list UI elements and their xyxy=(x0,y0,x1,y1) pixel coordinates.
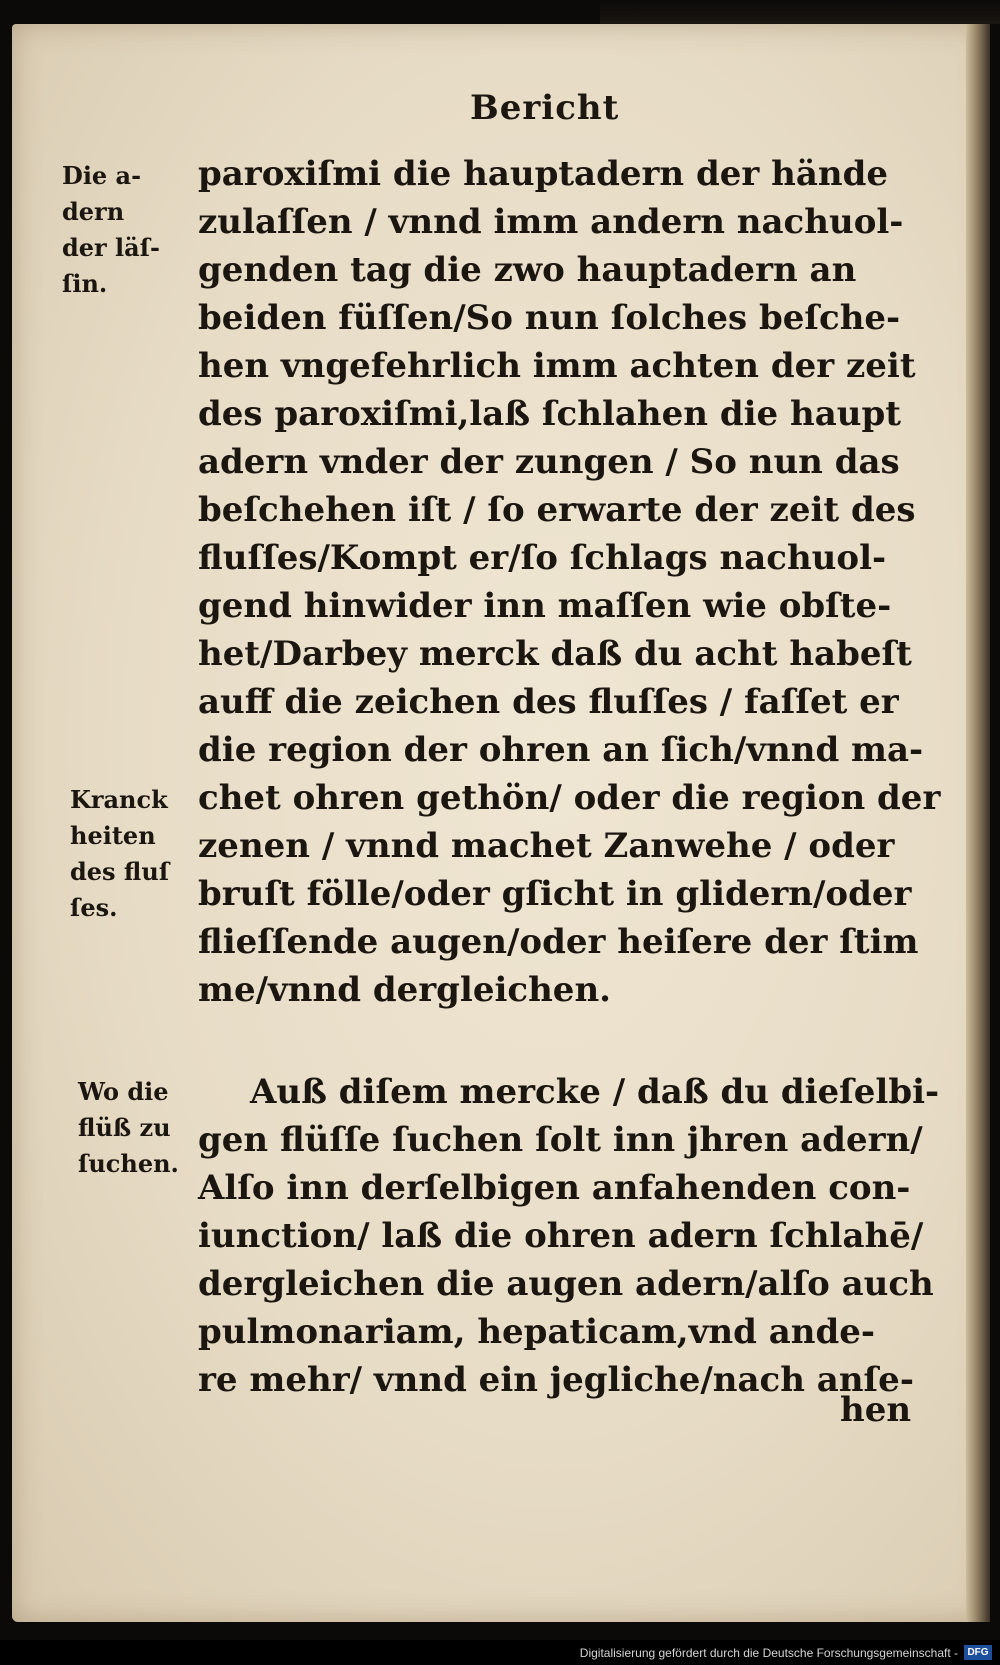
margin-note-line: Kranck xyxy=(70,785,168,814)
margin-note-line: ſes. xyxy=(70,893,118,922)
margin-note-line: Wo die xyxy=(78,1077,169,1106)
text-line: pulmonariam, hepaticam,vnd ande- xyxy=(198,1312,875,1352)
margin-note-line: Die a- xyxy=(62,161,142,190)
digitization-credit: Digitalisierung gefördert durch die Deutsche Forschungsgemeinschaft - xyxy=(579,1646,958,1660)
text-line: Alſo inn derſelbigen anfahenden con- xyxy=(198,1168,911,1208)
margin-note-3 xyxy=(78,1074,179,1182)
text-line: paroxiſmi die hauptadern der hände xyxy=(198,154,888,194)
margin-note-line: der läſ- xyxy=(62,233,161,262)
margin-note-2 xyxy=(70,782,169,926)
margin-note-line: ſin. xyxy=(62,269,108,298)
text-line: iunction/ laß die ohren adern ſchlahē/ xyxy=(198,1216,924,1256)
text-line: zulaſſen / vnnd imm andern nachuol- xyxy=(198,202,904,242)
text-line: bruſt fölle/oder gſicht in glidern/oder xyxy=(198,874,912,914)
margin-note-line: flüß zu xyxy=(78,1113,171,1142)
text-line: Auß diſem mercke / daß du dieſelbi- xyxy=(250,1072,940,1112)
paragraph-gap xyxy=(198,1014,918,1068)
text-line: chet ohren gethön/ oder die region der xyxy=(198,778,941,818)
text-line: re mehr/ vnnd ein jegliche/nach anſe- xyxy=(198,1360,914,1400)
margin-note-line: dern xyxy=(62,197,125,226)
text-line: het/Darbey merck daß du acht habeſt xyxy=(198,634,912,674)
text-line: die region der ohren an ſich/vnnd ma- xyxy=(198,730,924,770)
text-line: gend hinwider inn maſſen wie obſte- xyxy=(198,586,892,626)
margin-note-line: ſuchen. xyxy=(78,1149,179,1178)
text-line: auff die zeichen des fluſſes / faſſet er xyxy=(198,682,899,722)
text-line: flieſſende augen/oder heiſere der ſtim xyxy=(198,922,919,962)
text-line: adern vnder der zungen / So nun das xyxy=(198,442,900,482)
text-line: fluſſes/Kompt er/ſo ſchlags nachuol- xyxy=(198,538,887,578)
text-line: zenen / vnnd machet Zanwehe / oder xyxy=(198,826,895,866)
text-line: beiden füſſen/So nun ſolches beſche- xyxy=(198,298,901,338)
dfg-logo-icon: DFG xyxy=(964,1645,992,1660)
text-line: gen flüſſe ſuchen ſolt inn jhren adern/ xyxy=(198,1120,923,1160)
text-line: dergleichen die augen adern/alſo auch xyxy=(198,1264,934,1304)
text-line: hen vngefehrlich imm achten der zeit xyxy=(198,346,916,386)
scan-background-top xyxy=(600,0,1000,24)
main-text xyxy=(198,150,941,1404)
margin-note-1 xyxy=(62,158,160,302)
catchword: hen xyxy=(840,1390,912,1430)
text-line: me/vnnd dergleichen. xyxy=(198,970,611,1010)
margin-note-line: heiten xyxy=(70,821,156,850)
text-line: des paroxiſmi,laß ſchlahen die haupt xyxy=(198,394,901,434)
running-head: Bericht xyxy=(470,88,620,128)
text-line: genden tag die zwo hauptadern an xyxy=(198,250,857,290)
margin-note-line: des fluſ xyxy=(70,857,170,886)
page-edge-gutter xyxy=(966,24,990,1622)
text-line: beſchehen iſt / ſo erwarte der zeit des xyxy=(198,490,916,530)
